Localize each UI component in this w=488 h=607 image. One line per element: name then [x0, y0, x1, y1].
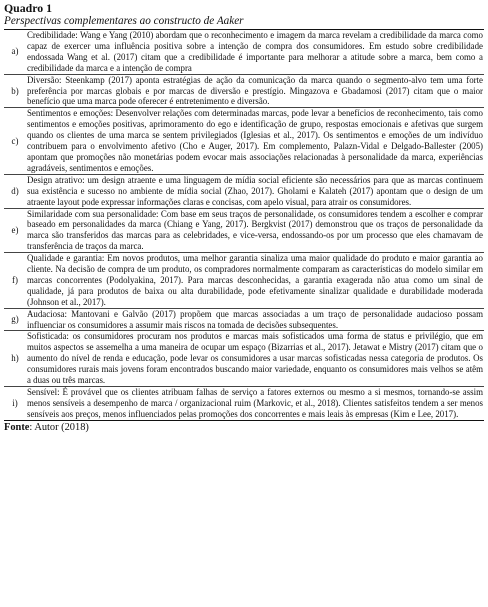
row-letter: i) [4, 387, 26, 421]
table-row [4, 174, 484, 208]
source-label: Fonte [4, 421, 30, 433]
row-text: Audaciosa: Mantovani e Galvão (2017) propõem que marcas associadas a um traço de personalidade audacioso possam influenciar os consumidores a assumir mais riscos na tomada de decisões subsequentes. [27, 308, 483, 330]
table-subtitle: Perspectivas complementares ao constructo de Aaker [4, 15, 244, 27]
row-letter: g) [4, 308, 26, 331]
row-text: Sofisticada: os consumidores procuram nos produtos e marcas mais sofisticados uma forma de status e privilégio, que em muitos aspectos se assemelha a uma maneira de ocupar um espaço (Bizarrias et al., 2017). Jetawat e Mistry (2017) citam que o aumento do nível de renda e educação, pode levar os consumidores a usar marcas sofisticadas nessa categoria de produtos. Os consumidores rurais mais jovens foram encontrados buscando maior variedade, enquanto os consumidores mais velhos se atêm a duas ou três marcas. [27, 331, 483, 386]
table-row [4, 308, 484, 331]
row-text: Sensível: É provável que os clientes atribuam falhas de serviço a fatores externos ou mesmo a si mesmos, tornando-se assim menos sensíveis a desempenho de marca / organizacional ruim (Markovic, et al., 2018). Clientes satisfeitos tendem a ser menos sensíveis aos preços, menos influenciados pelas promoções dos concorrentes e mais leais às empresas (Kim e Lee, 2017). [27, 387, 483, 419]
row-text: Credibilidade: Wang e Yang (2010) abordam que o reconhecimento e imagem da marca revelam a credibilidade da marca como capaz de exercer uma influência positiva sobre a intenção de compra dos consumidores. Em estudo sobre credibilidade endossada Wang et al. (2017) citam que a credibilidade é importante para melhorar a atitude sobre a marca, bem como a credibilidade da marca e a intenção de compra [27, 30, 483, 73]
table-row [4, 30, 484, 75]
row-letter: b) [4, 74, 26, 108]
table-row [4, 253, 484, 309]
row-text: Similaridade com sua personalidade: Com base em seus traços de personalidade, os consumidores tendem a escolher e comprar baseado em personalidades da marca (Chiang e Yang, 2017). Bergkvist (2017) demonstrou que os traços de personalidade da marca são transferidos das marcas para as celebridades, e vice-versa, endossando-os por um processo que eles chamavam de transferência de traços da marca. [27, 208, 483, 252]
row-text: Diversão: Steenkamp (2017) aponta estratégias de ação da comunicação da marca quando o segmento-alvo tem uma forte preferência por marcas globais e por marcas de diversão e prestígio. Mingazova e Gbadamosi (2017) citam que o maior benefício que uma marca pode oferecer é entretenimento e diversão. [27, 74, 483, 107]
row-text: Sentimentos e emoções: Desenvolver relações com determinadas marcas, pode levar a benefícios de reconhecimento, tais como sentimentos e emoções positivas, aprimoramento do ego e identificação de grupo, respostas emocionais e afetivas que surgem quando os clientes de uma marca se sentem privilegiados (Iglesias et al., 2017). Os sentimentos e emoções de um indivíduo contribuem para o envolvimento afetivo (Cho e Auger, 2017). Em complemento, Palazn-Vidal e Delgado-Ballester (2005) apontam que promoções não monetárias podem evocar mais associações relacionadas à personalidade da marca, experiências agradáveis, sentimentos e emoções. [27, 108, 483, 173]
perspectives-table [4, 29, 484, 421]
table-row [4, 331, 484, 387]
row-letter: a) [11, 46, 19, 57]
table-row [4, 208, 484, 253]
row-letter: d) [4, 174, 26, 208]
row-text: Qualidade e garantia: Em novos produtos, uma melhor garantia sinaliza uma maior qualidade do produto e maior garantia ao cliente. Na decisão de compra de um produto, os compradores normalmente comparam as características do modelo similar em marcas concorrentes (Podolyakina, 2017). Para marcas desconhecidas, a garantia exagerada não atua como um sinal de qualidade, já para produtos de baixa ou alta durabilidade, pode efetivamente sinalizar qualidade e durabilidade moderada (Johnson et al., 2017). [27, 253, 483, 307]
table-title: Quadro 1 [4, 1, 52, 15]
table-row [4, 74, 484, 108]
table-row [4, 108, 484, 174]
row-letter: e) [4, 208, 26, 253]
row-text: Design atrativo: um design atraente e uma linguagem de mídia social eficiente são necessários para que as marcas continuem sua existência e sucesso no ambiente de mídia social (Zhao, 2017). Gholami e Kalateh (2017) apontam que o design de um atraente layout pode expressar informações claras e concisas, com apelo visual, para atrair os consumidores. [27, 174, 483, 207]
source-text: : Autor (2018) [29, 421, 89, 433]
row-letter: h) [4, 331, 26, 387]
source-note [4, 422, 484, 434]
row-letter: f) [4, 253, 26, 309]
table-row [4, 387, 484, 421]
row-letter: c) [4, 108, 26, 174]
